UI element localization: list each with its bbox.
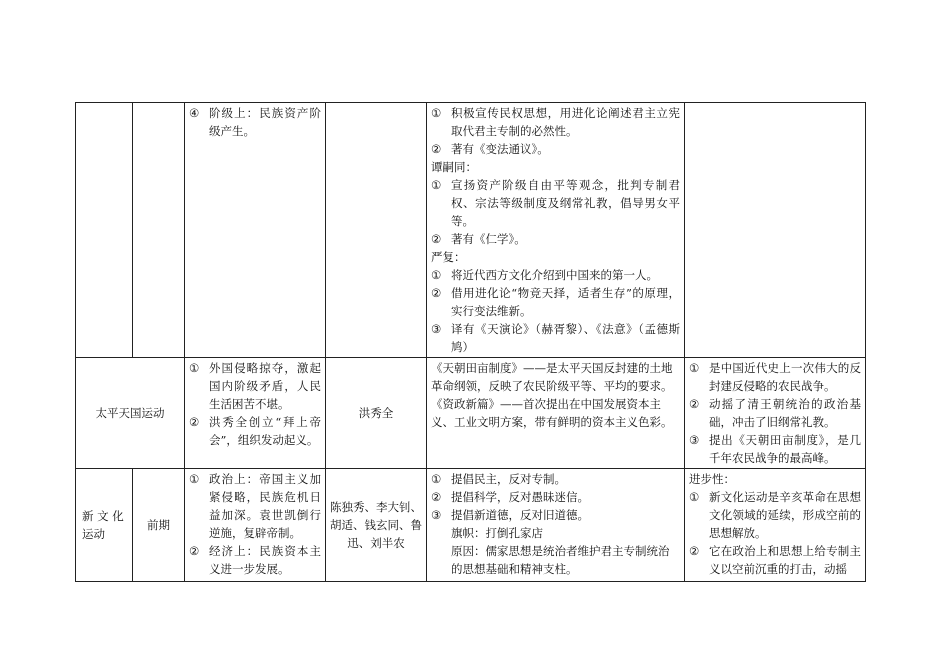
list-item [431,395,680,431]
list-item [431,266,680,284]
item-text: 新文化运动是辛亥革命在思想文化领域的延续，形成空前的思想解放。 [709,490,861,540]
list-item [689,542,861,578]
item-text: 谭嗣同： [431,160,477,174]
item-number: ③ [431,508,442,522]
item-number: ① [431,106,442,120]
list-item [189,542,321,578]
list-item [689,359,861,395]
item-number: ② [431,286,442,300]
list-item [431,158,680,176]
cell-cause [185,358,326,469]
list-item [431,284,680,320]
list-item [431,140,680,158]
item-text: 提倡民主，反对专制。 [451,472,566,486]
list-item [431,359,680,395]
cell-significance [685,358,866,469]
item-text: 外国侵略掠夺，激起国内阶级矛盾，人民生活困苦不堪。 [209,361,321,411]
event-name-taiping: 太平天国运动 [76,358,185,469]
list-item [689,431,861,467]
item-text: 洪秀全创立“拜上帝会”，组织发动起义。 [209,415,321,447]
item-text: 著有《仁学》。 [451,232,526,246]
significance-title: 进步性： [689,472,735,486]
stage-newculture: 前期 [133,469,185,582]
item-text: 《天朝田亩制度》——是太平天国反封建的土地革命纲领，反映了农民阶级平等、平均的要求。 [431,361,673,393]
cell-significance [685,469,866,582]
list-item [189,413,321,449]
item-text: 是中国近代史上一次伟大的反封建反侵略的农民战争。 [709,361,861,393]
item-text: 旗帜：打倒孔家店 [451,526,543,540]
list-item [189,359,321,413]
cell-content [427,103,685,358]
item-number: ② [689,397,700,411]
item-text: 原因：儒家思想是统治者维护君主专制统治的思想基础和精神支柱。 [451,544,670,576]
cell-content [427,358,685,469]
people-newculture: 陈独秀、李大钊、胡适、钱玄同、鲁迅、刘半农 [326,469,427,582]
item-number: ③ [689,433,700,447]
people-taiping: 洪秀全 [326,358,427,469]
item-number: ② [431,490,442,504]
item-text: 提倡科学，反对愚昧迷信。 [451,490,589,504]
item-number: ③ [431,322,442,336]
item-text: 《资政新篇》——首次提出在中国发展资本主义、工业文明方案，带有鲜明的资本主义色彩。 [431,397,673,429]
item-number: ① [189,472,200,486]
item-text: 著有《变法通议》。 [451,142,549,156]
item-number: ② [431,232,442,246]
item-text: 政治上：帝国主义加紧侵略，民族危机日益加深。袁世凯倒行逆施，复辟帝制。 [209,472,321,540]
item-number: ② [189,544,200,558]
cell-cause [185,469,326,582]
item-number: ① [431,472,442,486]
cell-event-empty [76,103,133,358]
item-number: ① [689,361,700,375]
list-item [431,506,680,524]
item-number: ① [431,268,442,282]
item-number: ② [689,544,700,558]
item-text: 宣扬资产阶级自由平等观念，批判专制君权、宗法等级制度及纲常礼教，倡导男女平等。 [451,178,680,228]
cell-stage-empty [133,103,185,358]
item-number: ① [689,490,700,504]
list-item [431,470,680,488]
cell-significance-empty [685,103,866,358]
list-item [689,488,861,542]
history-summary-table [75,102,866,582]
list-item [431,524,680,542]
history-table-page [75,102,865,582]
cell-content [427,469,685,582]
list-item [431,488,680,506]
item-text: 将近代西方文化介绍到中国来的第一人。 [451,268,658,282]
item-number: ④ [189,106,200,120]
table-row-newculture [76,469,866,582]
item-text: 积极宣传民权思想，用进化论阐述君主立宪取代君主专制的必然性。 [451,106,680,138]
list-item [431,320,680,356]
list-item [431,248,680,266]
item-text: 严复： [431,250,466,264]
item-text: 借用进化论“物竞天择，适者生存”的原理，实行变法维新。 [451,286,680,318]
item-number: ② [431,142,442,156]
item-text: 动摇了清王朝统治的政治基础，冲击了旧纲常礼教。 [709,397,861,429]
item-number: ① [431,178,442,192]
event-name-newculture: 新 文 化 运动 [76,469,133,582]
item-number: ② [189,415,200,429]
item-text: 它在政治上和思想上给专制主义以空前沉重的打击，动摇 [709,544,861,576]
cell-people-empty [326,103,427,358]
list-item [431,230,680,248]
list-item [689,395,861,431]
item-text: 译有《天演论》（赫胥黎）、《法意》（孟德斯鸠） [451,322,680,354]
item-text: 提出《天朝田亩制度》，是几千年农民战争的最高峰。 [709,433,861,465]
item-text: 经济上：民族资本主义进一步发展。 [209,544,321,576]
table-row-taiping [76,358,866,469]
item-text: 阶级上：民族资产阶级产生。 [209,106,321,138]
item-number: ① [189,361,200,375]
item-text: 提倡新道德，反对旧道德。 [451,508,589,522]
table-row-continuation [76,103,866,358]
list-item [431,104,680,140]
list-item [189,104,321,140]
list-item [431,176,680,230]
cell-cause [185,103,326,358]
list-item [431,542,680,578]
list-item [189,470,321,542]
